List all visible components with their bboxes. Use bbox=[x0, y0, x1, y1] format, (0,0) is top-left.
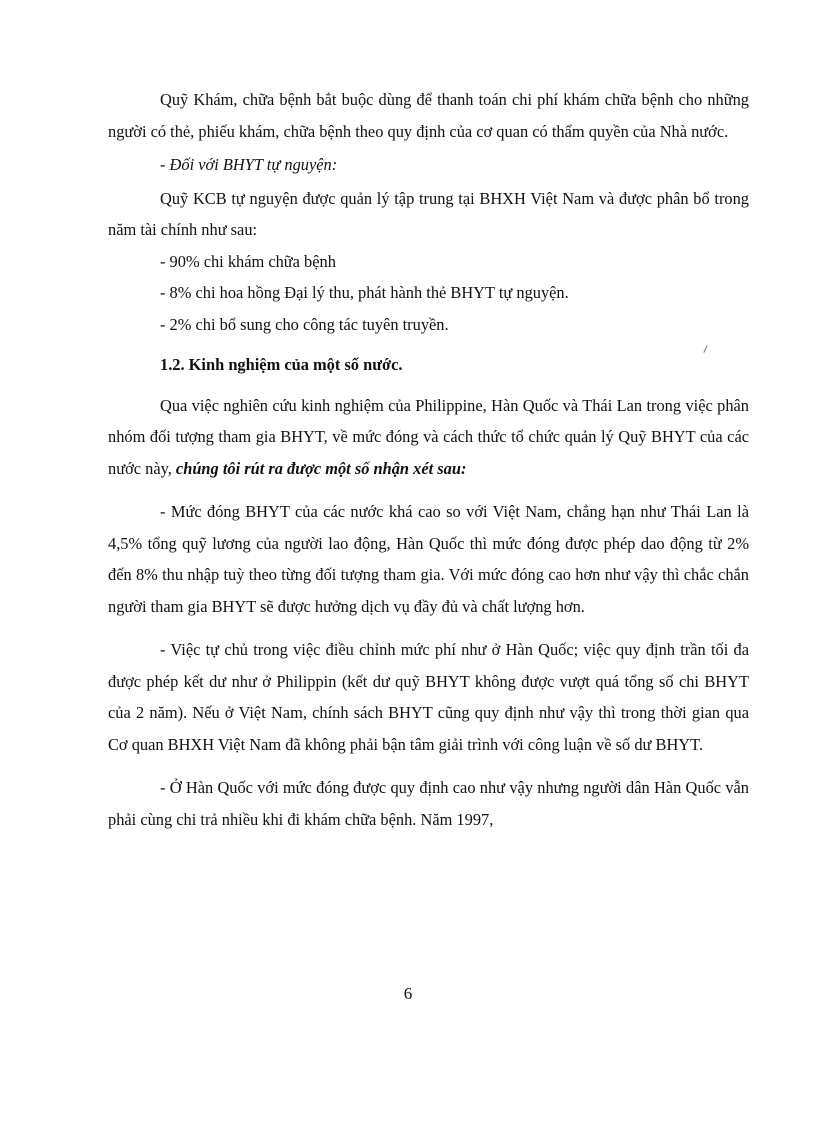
list-item-8-percent: - 8% chi hoa hồng Đại lý thu, phát hành thẻ BHYT tự nguyện. bbox=[160, 283, 569, 302]
list-item-90-percent: - 90% chi khám chữa bệnh bbox=[160, 251, 336, 271]
paragraph-compulsory-fund: Quỹ Khám, chữa bệnh bắt buộc dùng để thanh toán chi phí khám chữa bệnh cho những người có thẻ, phiếu khám, chữa bệnh theo quy định của cơ quan có thẩm quyền của Nhà nước. bbox=[108, 90, 749, 141]
body-text bbox=[108, 84, 749, 835]
paragraph-autonomy: - Việc tự chủ trong việc điều chỉnh mức phí như ở Hàn Quốc; việc quy định trần tối đa được phép kết dư như ở Philippin (kết dư quỹ BHYT không được vượt quá tổng số chi BHYT của 2 năm). Nếu ở Việt Nam, chính sách BHYT cũng quy định như vậy thì trong thời gian qua Cơ quan BHXH Việt Nam đã không phải bận tâm giải trình với công luận về số dư BHYT. bbox=[108, 640, 749, 754]
page-number: 6 bbox=[403, 984, 413, 1003]
paragraph-contribution-level: - Mức đóng BHYT của các nước khá cao so với Việt Nam, chẳng hạn như Thái Lan là 4,5% tổng quỹ lương của người lao động, Hàn Quốc thì mức đóng được phép dao động từ 2% đến 8% thu nhập tuỳ theo từng đối tượng tham gia. Với mức đóng cao hơn như vậy thì chắc chắn người tham gia BHYT sẽ được hưởng dịch vụ đầy đủ và chất lượng hơn. bbox=[108, 502, 749, 616]
paragraph-korea: - Ở Hàn Quốc với mức đóng được quy định cao như vậy nhưng người dân Hàn Quốc vẫn phải cùng chi trả nhiều khi đi khám chữa bệnh. Năm 1997, bbox=[108, 778, 749, 829]
intro-emphasis: chúng tôi rút ra được một số nhận xét sau: bbox=[175, 458, 467, 478]
paragraph-voluntary-fund: Quỹ KCB tự nguyện được quản lý tập trung tại BHXH Việt Nam và được phân bổ trong năm tài chính như sau: bbox=[108, 188, 749, 239]
voluntary-insurance-label: - Đối với BHYT tự nguyện: bbox=[160, 155, 338, 174]
intro-text: Qua việc nghiên cứu kinh nghiệm của Philippine, Hàn Quốc và Thái Lan trong việc phân nhóm đối tượng tham gia BHYT, về mức đóng và cách thức tổ chức quản lý Quỹ BHYT của các nước này, bbox=[108, 395, 749, 478]
section-heading: 1.2. Kinh nghiệm của một số nước. bbox=[160, 355, 403, 374]
list-item-2-percent: - 2% chi bổ sung cho công tác tuyên truyền. bbox=[160, 314, 449, 334]
paragraph-experience-intro bbox=[108, 390, 749, 485]
